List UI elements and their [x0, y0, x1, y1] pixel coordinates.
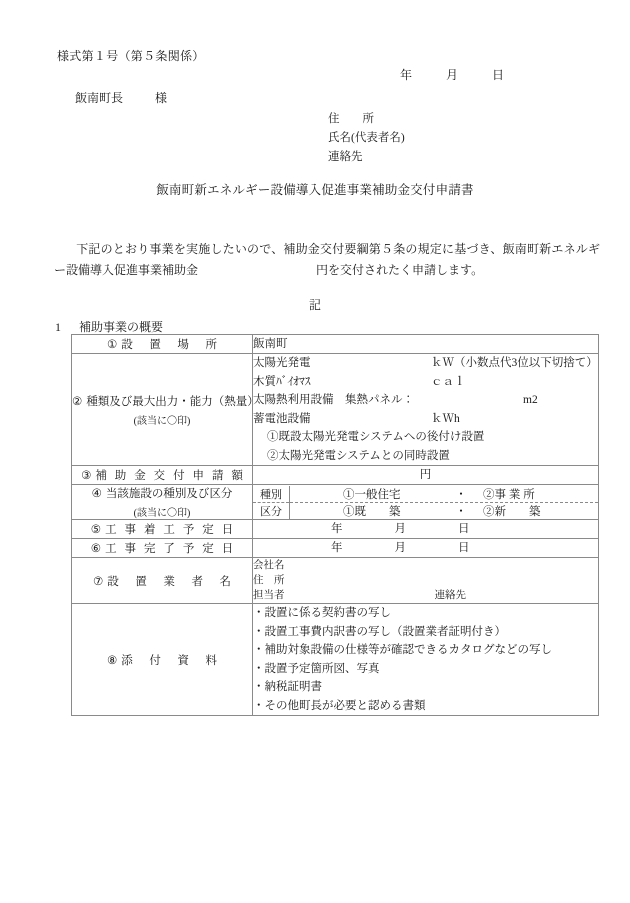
equipment-subitem-simultaneous[interactable]: ②太陽光発電システムとの同時設置	[267, 449, 450, 462]
attachment-item: ・設置予定箇所図、写真	[253, 662, 380, 675]
table-row-facility-type	[72, 485, 599, 520]
body-text-line2-prefix: 促進事業補助金	[114, 263, 199, 277]
facility-class-row	[253, 502, 598, 519]
equipment-unit-biomass: ｃａｌ	[431, 375, 466, 388]
row-value-location[interactable]: 飯南町	[253, 335, 599, 354]
facility-type-row	[253, 486, 598, 503]
ki-marker: 記	[308, 298, 321, 312]
row-value-facility-type	[253, 485, 599, 520]
addressee-name: 飯南町長	[75, 91, 124, 105]
body-text-line1: 下記のとおり事業を実施したいので、補助金交付要綱第５条の規定に基づき、飯南町新エネルギー設備導入	[54, 242, 600, 277]
form-number: 様式第１号（第５条関係）	[57, 49, 205, 63]
installer-person-label: 担当者	[253, 590, 285, 601]
row-marker-1: ①	[106, 339, 118, 351]
row-label-completion-date-text: 工 事 完 了 予 定 日	[105, 543, 236, 555]
table-row-attachments	[72, 604, 599, 716]
equipment-name-battery: 蓄電池設備	[253, 412, 311, 425]
row-label-amount	[72, 466, 253, 485]
section-heading	[55, 318, 163, 335]
date-line	[400, 66, 600, 83]
table-row-start-date	[72, 520, 599, 539]
section-number: 1	[55, 320, 61, 334]
document-title: 飯南町新エネルギー設備導入促進事業補助金交付申請書	[156, 183, 474, 197]
row-value-completion-date[interactable]	[253, 539, 599, 558]
row-marker-3: ③	[81, 470, 92, 482]
equipment-unit-solar: ｋＷ（小数点代3位以下切捨て）	[431, 357, 598, 369]
attachment-item: ・その他町長が必要と認める書類	[253, 699, 426, 712]
table-row-location	[72, 335, 599, 354]
row-marker-2: ②	[72, 395, 83, 408]
facility-class-option-existing[interactable]: ①既 築	[343, 505, 401, 518]
row-label-start-date-text: 工 事 着 工 予 定 日	[105, 524, 236, 536]
attachment-item: ・補助対象設備の仕様等が確認できるカタログなどの写し	[253, 644, 552, 656]
equipment-name-solar-thermal: 太陽熱利用設備 集熱パネル：	[253, 394, 414, 406]
row-note-facility-type: (該当に〇印)	[133, 508, 191, 519]
row-value-installer[interactable]	[253, 558, 599, 604]
equipment-item-solar-thermal[interactable]	[253, 391, 598, 410]
addressee	[75, 89, 167, 106]
attachment-item: ・設置に係る契約書の写し	[253, 607, 391, 619]
applicant-address-label: 住 所	[328, 113, 374, 125]
completion-date-month-label: 月	[394, 542, 406, 554]
row-marker-4: ④	[91, 488, 102, 500]
facility-type-options[interactable]	[290, 486, 599, 503]
installer-person-row	[253, 588, 598, 603]
row-label-attachments-text: 添 付 資 料	[121, 654, 220, 667]
equipment-item-biomass[interactable]	[253, 373, 598, 392]
equipment-item-battery[interactable]	[253, 410, 598, 429]
start-date-day-label: 日	[458, 523, 470, 535]
applicant-block	[328, 110, 405, 167]
facility-type-option-residence[interactable]: ①一般住宅	[343, 488, 401, 501]
equipment-item-solar[interactable]	[253, 354, 598, 373]
row-label-completion-date	[72, 539, 253, 558]
facility-class-option-new[interactable]: ②新 築	[483, 505, 541, 518]
start-date-month-label: 月	[394, 523, 406, 535]
facility-type-subtable	[253, 486, 598, 519]
row-label-installer-text: 設 置 業 者 名	[107, 575, 234, 588]
table-row-completion-date	[72, 539, 599, 558]
equipment-unit-solar-thermal: m2	[523, 394, 538, 406]
facility-type-option-business[interactable]: ②事 業 所	[483, 488, 535, 501]
row-label-amount-text: 補 助 金 交 付 申 請 額	[95, 470, 246, 482]
project-summary-table	[71, 334, 599, 716]
row-value-attachments	[253, 604, 599, 716]
date-year-label: 年	[400, 68, 413, 82]
section-label: 補助事業の概要	[79, 320, 164, 334]
row-note-equipment: (該当に〇印)	[133, 415, 191, 427]
row-label-installer	[72, 558, 253, 604]
row-label-start-date	[72, 520, 253, 539]
facility-class-separator: ・	[455, 505, 467, 518]
row-value-amount[interactable]: 円	[253, 466, 599, 485]
row-value-equipment[interactable]	[253, 354, 599, 466]
completion-date-day-label: 日	[458, 542, 470, 554]
row-value-start-date[interactable]	[253, 520, 599, 539]
table-row-installer	[72, 558, 599, 604]
body-text-line2-suffix: 円を交付されたく申請します。	[316, 263, 484, 277]
table-row-amount	[72, 466, 599, 485]
attachment-item: ・設置工事費内訳書の写し（設置業者証明付き）	[253, 625, 506, 638]
facility-type-separator: ・	[455, 488, 467, 501]
equipment-unit-battery: ｋＷh	[431, 412, 460, 425]
facility-type-key: 種別	[253, 486, 290, 503]
row-label-location-text: 設 置 場 所	[121, 339, 220, 351]
equipment-name-solar: 太陽光発電	[253, 357, 311, 369]
row-marker-8: ⑧	[106, 654, 118, 667]
row-marker-5: ⑤	[90, 524, 102, 536]
body-paragraph	[54, 239, 600, 281]
installer-company-label: 会社名	[253, 560, 285, 571]
start-date-year-label: 年	[331, 523, 343, 535]
completion-date-year-label: 年	[331, 542, 343, 554]
row-label-facility-type-text: 当該施設の種別及び区分	[105, 488, 233, 500]
addressee-honorific: 様	[155, 91, 168, 105]
row-marker-6: ⑥	[90, 543, 102, 555]
facility-class-key: 区分	[253, 502, 290, 519]
date-month-label: 月	[446, 68, 459, 82]
attachment-item: ・納税証明書	[253, 681, 322, 693]
table-row-equipment	[72, 354, 599, 466]
applicant-contact-label: 連絡先	[328, 151, 363, 163]
equipment-name-biomass: 木質ﾊﾞｲｵﾏｽ	[253, 375, 311, 388]
facility-class-options[interactable]	[290, 502, 599, 519]
row-label-facility-type	[72, 485, 253, 520]
row-label-location	[72, 335, 253, 354]
installer-address-label: 住 所	[253, 575, 285, 586]
equipment-subitem-retrofit[interactable]: ①既設太陽光発電システムへの後付け設置	[267, 431, 485, 443]
row-label-equipment-text: 種類及び最大出力・能力（熱量）	[86, 395, 259, 408]
row-label-equipment	[72, 354, 259, 466]
applicant-name-label: 氏名(代表者名)	[328, 132, 405, 144]
row-label-attachments	[72, 604, 253, 716]
installer-contact-label: 連絡先	[434, 590, 466, 601]
date-day-label: 日	[492, 68, 505, 82]
row-marker-7: ⑦	[92, 575, 104, 588]
